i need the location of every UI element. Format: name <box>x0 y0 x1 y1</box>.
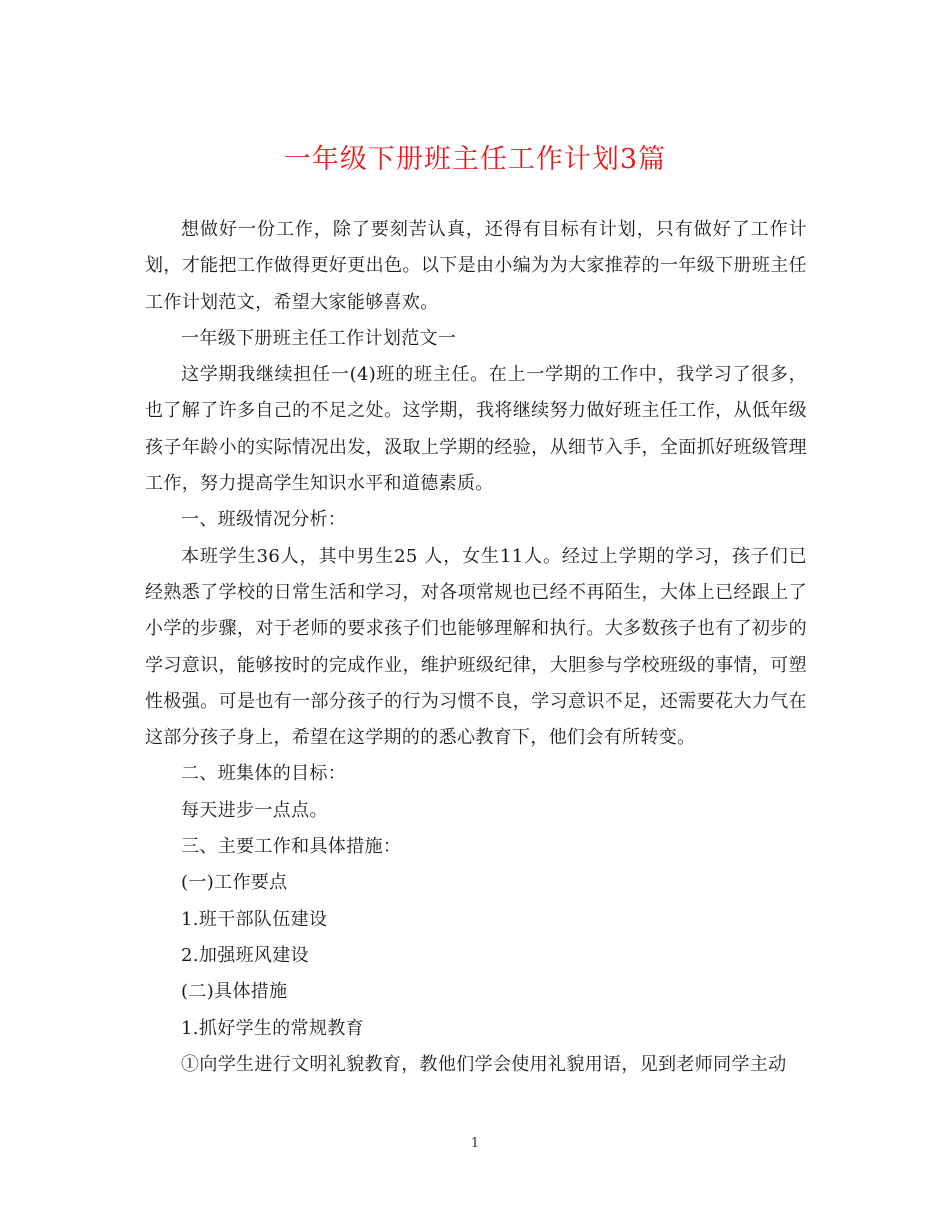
paragraph-class-analysis: 本班学生36人，其中男生25 人，女生11人。经过上学期的学习，孩子们已经熟悉了学校的日常生活和学习，对各项常规也已经不再陌生，大体上已经跟上了小学的步骤，对于老师的要求孩子们也能够理解和执行。大多数孩子也有了初步的学习意识，能够按时的完成作业，维护班级纪律，大胆参与学校班级的事情，可塑性极强。可是也有一部分孩子的行为习惯不良，学习意识不足，还需要花大力气在这部分孩子身上，希望在这学期的的悉心教育下，他们会有所转变。 <box>145 545 807 749</box>
page-number: 1 <box>470 1136 480 1151</box>
paragraph-sample-heading: 一年级下册班主任工作计划范文一 <box>181 327 457 349</box>
paragraph-intro: 想做好一份工作，除了要刻苦认真，还得有目标有计划，只有做好了工作计划，才能把工作做得更好更出色。以下是由小编为为大家推荐的一年级下册班主任工作计划范文，希望大家能够喜欢。 <box>145 219 807 313</box>
subheading-measures: (二)具体措施 <box>181 981 288 1003</box>
list-item: 1.抓好学生的常规教育 <box>181 1017 365 1039</box>
list-item: 1.班干部队伍建设 <box>181 908 328 930</box>
subheading-work-points: (一)工作要点 <box>181 872 288 894</box>
document-title: 一年级下册班主任工作计划3篇 <box>283 144 667 175</box>
paragraph-class-goal: 每天进步一点点。 <box>181 799 328 821</box>
paragraph-opening: 这学期我继续担任一(4)班的班主任。在上一学期的工作中，我学习了很多，也了解了许多自己的不足之处。这学期，我将继续努力做好班主任工作，从低年级孩子年龄小的实际情况出发，汲取上学期的经验，从细节入手，全面抓好班级管理工作，努力提高学生知识水平和道德素质。 <box>145 364 807 495</box>
section-heading-main-work: 三、主要工作和具体措施： <box>181 836 402 858</box>
document-body <box>145 212 807 1083</box>
section-heading-class-goal: 二、班集体的目标： <box>181 763 347 785</box>
list-item: 2.加强班风建设 <box>181 944 309 966</box>
list-item: ①向学生进行文明礼貌教育，教他们学会使用礼貌用语，见到老师同学主动 <box>181 1053 787 1075</box>
section-heading-class-analysis: 一、班级情况分析： <box>181 509 347 531</box>
